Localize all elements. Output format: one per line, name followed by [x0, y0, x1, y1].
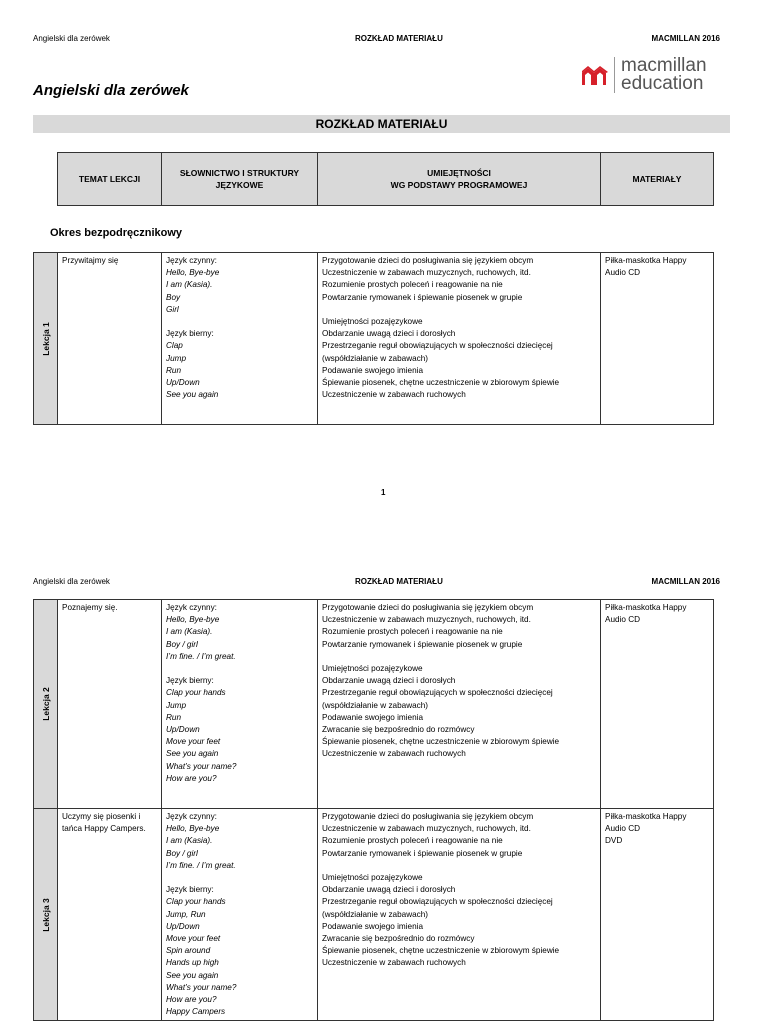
vocabulary-item: What’s your name?: [166, 761, 237, 771]
lesson-materials-cell: [601, 809, 714, 1021]
skill-item: Uczestniczenie w zabawach ruchowych: [322, 958, 466, 968]
skill-item: Zwracanie się bezpośrednio do rozmówcy: [322, 725, 475, 735]
skill-item: Umiejętności pozajęzykowe: [322, 317, 423, 326]
column-header-skills-line-1: UMIEJĘTNOŚCI: [427, 168, 491, 178]
vocabulary-item: I’m fine. / I’m great.: [166, 651, 236, 661]
vocabulary-item: I am (Kasia).: [166, 280, 213, 290]
vocabulary-item: I am (Kasia).: [166, 836, 213, 846]
skill-item: Uczestniczenie w zabawach muzycznych, ruchowych, itd.: [322, 824, 531, 834]
lesson-materials-cell: [601, 253, 714, 425]
skill-item: Powtarzanie rymowanek i śpiewanie piosenek w grupie: [322, 848, 523, 858]
vocabulary-item: Hello, Bye-bye: [166, 268, 220, 278]
vocabulary-gap: [166, 316, 313, 328]
skill-item: Podawanie swojego imienia: [322, 365, 424, 375]
vocabulary-heading: Język bierny:: [166, 329, 214, 339]
material-item: Audio CD: [605, 824, 641, 834]
vocabulary-gap: [166, 663, 313, 675]
macmillan-logo: [582, 57, 707, 93]
vocabulary-item: Girl: [166, 304, 179, 314]
skill-item: (współdziałanie w zabawach): [322, 909, 429, 919]
logo-line-2: education: [621, 73, 704, 94]
vocabulary-item: Hello, Bye-bye: [166, 824, 220, 834]
page-header-center: ROZKŁAD MATERIAŁU: [355, 34, 443, 43]
column-header-materials: MATERIAŁY: [601, 153, 714, 206]
skills-gap: [322, 651, 596, 663]
skills-gap: [322, 860, 596, 872]
lesson-topic-cell: [58, 600, 162, 809]
lesson-vocabulary-cell: [162, 253, 318, 425]
vocabulary-item: Run: [166, 365, 182, 375]
skill-item: (współdziałanie w zabawach): [322, 353, 429, 363]
skill-item: Obdarzanie uwagą dzieci i dorosłych: [322, 676, 456, 686]
lesson-label: Lekcja 1: [40, 321, 51, 356]
vocabulary-item: Run: [166, 712, 182, 722]
lesson-label: Lekcja 2: [40, 687, 51, 721]
vocabulary-gap: [166, 872, 313, 884]
column-header-vocabulary-line-2: JĘZYKOWE: [215, 180, 264, 190]
lesson-label: Lekcja 3: [40, 897, 51, 932]
page-number: 1: [381, 488, 386, 497]
skill-item: Uczestniczenie w zabawach ruchowych: [322, 749, 466, 759]
lesson-table-3: [33, 808, 714, 1021]
lesson-table-1: [33, 252, 714, 425]
skill-item: Przygotowanie dzieci do posługiwania się językiem obcym: [322, 603, 534, 612]
logo-wordmark: [621, 57, 707, 93]
skill-item: Przestrzeganie reguł obowiązujących w społeczności dziecięcej: [322, 341, 553, 351]
vocabulary-item: Boy: [166, 292, 181, 302]
material-item: Piłka-maskotka Happy: [605, 603, 687, 612]
vocabulary-item: I am (Kasia).: [166, 627, 213, 637]
vocabulary-item: Hands up high: [166, 958, 219, 968]
skill-item: Umiejętności pozajęzykowe: [322, 664, 423, 673]
skill-item: Przygotowanie dzieci do posługiwania się językiem obcym: [322, 256, 534, 265]
vocabulary-heading: Język czynny:: [166, 812, 217, 821]
page-2-header-right: MACMILLAN 2016: [651, 577, 720, 586]
lesson-skills-cell: [318, 600, 601, 809]
vocabulary-item: I’m fine. / I’m great.: [166, 860, 236, 870]
vocabulary-item: See you again: [166, 970, 219, 980]
lesson-topic-line: Poznajemy się.: [62, 603, 118, 612]
skill-item: Śpiewanie piosenek, chętne uczestniczenie w zbiorowym śpiewie: [322, 946, 560, 956]
lesson-side-cell: [34, 253, 58, 425]
skill-item: Śpiewanie piosenek, chętne uczestniczenie w zbiorowym śpiewie: [322, 737, 560, 747]
vocabulary-item: Up/Down: [166, 921, 200, 931]
skill-item: Podawanie swojego imienia: [322, 712, 424, 722]
vocabulary-item: Jump, Run: [166, 909, 206, 919]
column-header-table: [57, 152, 714, 206]
material-item: Piłka-maskotka Happy: [605, 256, 687, 265]
vocabulary-item: Boy / girl: [166, 848, 198, 858]
vocabulary-item: Clap your hands: [166, 688, 226, 698]
skill-item: Obdarzanie uwagą dzieci i dorosłych: [322, 885, 456, 895]
skill-item: Przygotowanie dzieci do posługiwania się językiem obcym: [322, 812, 534, 821]
vocabulary-item: What’s your name?: [166, 982, 237, 992]
lesson-materials-cell: [601, 600, 714, 809]
lesson-topic-cell: [58, 253, 162, 425]
column-header-skills: [318, 153, 601, 206]
lesson-topic-line: Przywitajmy się: [62, 256, 119, 265]
skill-item: Zwracanie się bezpośrednio do rozmówcy: [322, 934, 475, 944]
skills-gap: [322, 304, 596, 316]
vocabulary-heading: Język czynny:: [166, 603, 217, 612]
skill-item: Uczestniczenie w zabawach muzycznych, ruchowych, itd.: [322, 615, 531, 625]
vocabulary-item: Move your feet: [166, 934, 221, 944]
vocabulary-item: Up/Down: [166, 378, 200, 388]
skill-item: Obdarzanie uwagą dzieci i dorosłych: [322, 329, 456, 339]
vocabulary-item: Up/Down: [166, 725, 200, 735]
skill-item: Umiejętności pozajęzykowe: [322, 873, 423, 882]
vocabulary-item: Spin around: [166, 946, 211, 956]
skill-item: Przestrzeganie reguł obowiązujących w społeczności dziecięcej: [322, 897, 553, 907]
vocabulary-item: See you again: [166, 749, 219, 759]
vocabulary-heading: Język bierny:: [166, 676, 214, 686]
lesson-vocabulary-cell: [162, 809, 318, 1021]
material-item: Audio CD: [605, 615, 641, 625]
column-header-vocabulary-line-1: SŁOWNICTWO I STRUKTURY: [179, 168, 300, 178]
lesson-topic-line: tańca Happy Campers.: [62, 824, 146, 834]
vocabulary-item: Hello, Bye-bye: [166, 615, 220, 625]
logo-line-1: macmillan: [621, 55, 707, 76]
skill-item: Powtarzanie rymowanek i śpiewanie piosenek w grupie: [322, 292, 523, 302]
vocabulary-item: See you again: [166, 390, 219, 400]
vocabulary-item: Clap: [166, 341, 183, 351]
page-2-header-left: Angielski dla zerówek: [33, 577, 110, 586]
lesson-side-cell: [34, 600, 58, 809]
vocabulary-heading: Język czynny:: [166, 256, 217, 265]
material-item: DVD: [605, 836, 623, 846]
vocabulary-item: Move your feet: [166, 737, 221, 747]
column-header-topic: TEMAT LEKCJI: [58, 153, 162, 206]
logo-divider: [614, 57, 615, 93]
section-banner: ROZKŁAD MATERIAŁU: [33, 115, 730, 133]
vocabulary-item: How are you?: [166, 995, 217, 1005]
vocabulary-item: Boy / girl: [166, 639, 198, 649]
lesson-skills-cell: [318, 253, 601, 425]
section-title: Okres bezpodręcznikowy: [50, 227, 183, 239]
skill-item: Rozumienie prostych poleceń i reagowanie na nie: [322, 627, 503, 637]
vocabulary-item: How are you?: [166, 773, 217, 783]
skill-item: Podawanie swojego imienia: [322, 921, 424, 931]
lesson-table-2: [33, 599, 714, 809]
vocabulary-heading: Język bierny:: [166, 885, 214, 895]
lesson-vocabulary-cell: [162, 600, 318, 809]
skill-item: Uczestniczenie w zabawach muzycznych, ruchowych, itd.: [322, 268, 531, 278]
column-header-skills-line-2: WG PODSTAWY PROGRAMOWEJ: [390, 180, 528, 190]
page-header-right: MACMILLAN 2016: [651, 34, 720, 43]
vocabulary-item: Jump: [166, 353, 187, 363]
lesson-topic-cell: [58, 809, 162, 1021]
lesson-skills-cell: [318, 809, 601, 1021]
lesson-side-cell: [34, 809, 58, 1021]
column-header-vocabulary: [162, 153, 318, 206]
material-item: Piłka-maskotka Happy: [605, 812, 687, 821]
skill-item: Rozumienie prostych poleceń i reagowanie na nie: [322, 280, 503, 290]
page-header-left: Angielski dla zerówek: [33, 34, 110, 43]
material-item: Audio CD: [605, 268, 641, 278]
document-title: Angielski dla zerówek: [33, 82, 189, 99]
skill-item: Rozumienie prostych poleceń i reagowanie na nie: [322, 836, 503, 846]
skill-item: Przestrzeganie reguł obowiązujących w społeczności dziecięcej: [322, 688, 553, 698]
macmillan-logo-icon: [582, 65, 608, 85]
skill-item: (współdziałanie w zabawach): [322, 700, 429, 710]
vocabulary-item: Clap your hands: [166, 897, 226, 907]
lesson-topic-line: Uczymy się piosenki i: [62, 812, 141, 821]
skill-item: Uczestniczenie w zabawach ruchowych: [322, 390, 466, 400]
vocabulary-item: Happy Campers: [166, 1007, 226, 1017]
skill-item: Powtarzanie rymowanek i śpiewanie piosenek w grupie: [322, 639, 523, 649]
skill-item: Śpiewanie piosenek, chętne uczestniczenie w zbiorowym śpiewie: [322, 378, 560, 388]
vocabulary-item: Jump: [166, 700, 187, 710]
page-2-header-center: ROZKŁAD MATERIAŁU: [355, 577, 443, 586]
